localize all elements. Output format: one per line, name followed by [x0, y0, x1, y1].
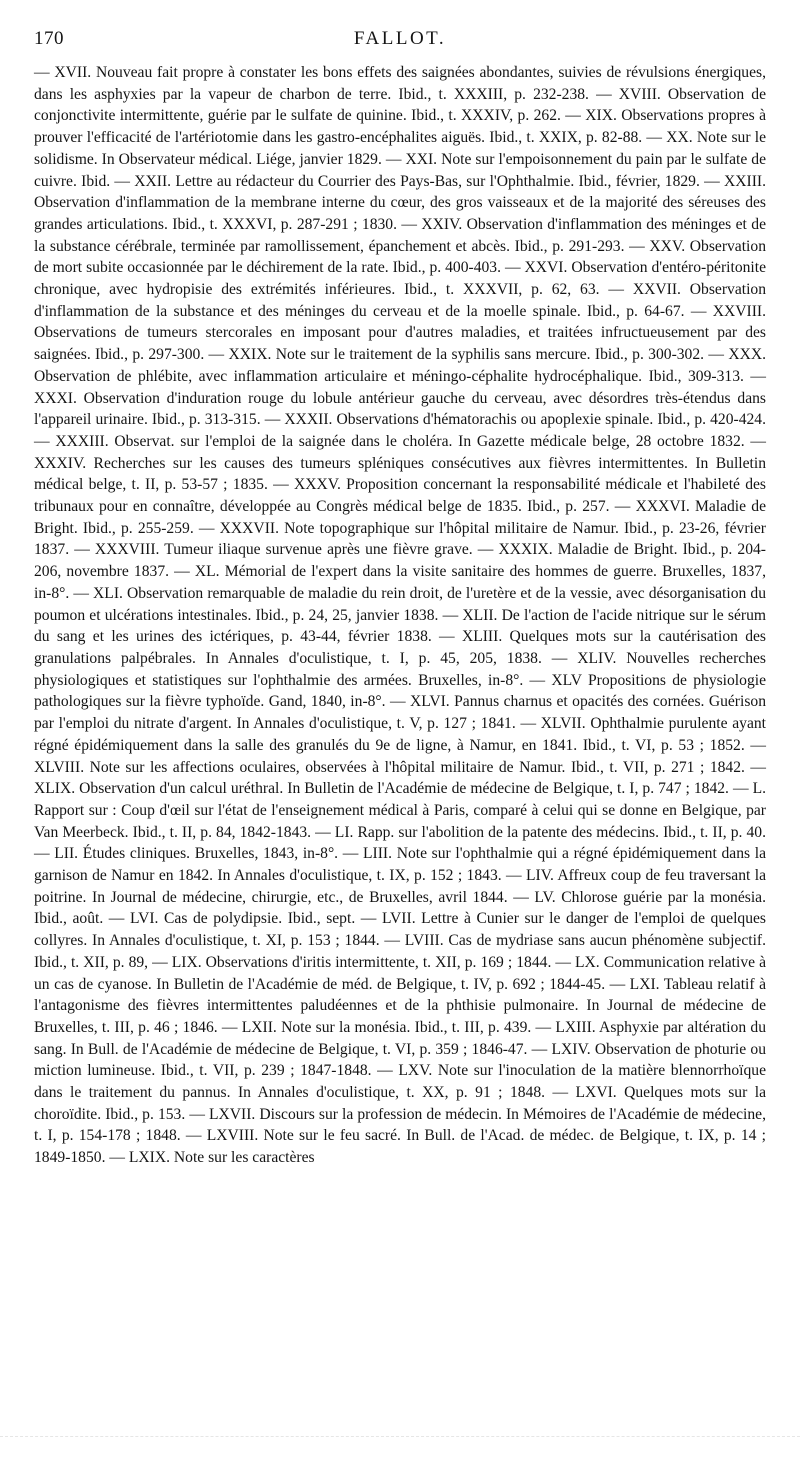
page-header: [34, 28, 766, 54]
bibliography-text: [34, 62, 766, 1169]
bibliography-paragraph: — XVII. Nouveau fait propre à constater les bons effets des saignées abondantes, suivies de révulsions énergiques, dans les asphyxies par la vapeur de charbon de terre. Ibid., t. XXXIII, p. 232-238. — XVIII. Observation de conjonctivite intermittente, guérie par le sulfate de quinine. Ibid., t. XXXIV, p. 262. — XIX. Observations propres à prouver l'efficacité de l'artériotomie dans les gastro-encéphalites aiguës. Ibid., t. XXIX, p. 82-88. — XX. Note sur le solidisme. In Observateur médical. Liége, janvier 1829. — XXI. Note sur l'empoisonnement du pain par le sulfate de cuivre. Ibid. — XXII. Lettre au rédacteur du Courrier des Pays-Bas, sur l'Ophthalmie. Ibid., février, 1829. — XXIII. Observation d'inflammation de la membrane interne du cœur, des gros vaisseaux et de la majorité des séreuses des grandes articulations. Ibid., t. XXXVI, p. 287-291 ; 1830. — XXIV. Observation d'inflammation des méninges et de la substance cérébrale, terminée par ramollissement, épanchement et abcès. Ibid., p. 291-293. — XXV. Observation de mort subite occasionnée par le déchirement de la rate. Ibid., p. 400-403. — XXVI. Observation d'entéro-péritonite chronique, avec hydropisie des extrémités inférieures. Ibid., t. XXXVII, p. 62, 63. — XXVII. Observation d'inflammation de la substance et des méninges du cerveau et de la moelle spinale. Ibid., p. 64-67. — XXVIII. Observations de tumeurs stercorales en imposant pour d'autres maladies, et traitées infructueusement par des saignées. Ibid., p. 297-300. — XXIX. Note sur le traitement de la syphilis sans mercure. Ibid., p. 300-302. — XXX. Observation de phlébite, avec inflammation articulaire et méningo-céphalite hydrocéphalique. Ibid., 309-313. — XXXI. Observation d'induration rouge du lobule antérieur gauche du cerveau, avec désordres très-étendus dans l'appareil urinaire. Ibid., p. 313-315. — XXXII. Observations d'hématorachis ou apoplexie spinale. Ibid., p. 420-424. — XXXIII. Observat. sur l'emploi de la saignée dans le choléra. In Gazette médicale belge, 28 octobre 1832. — XXXIV. Recherches sur les causes des tumeurs spléniques consécutives aux fièvres intermittentes. In Bulletin médical belge, t. II, p. 53-57 ; 1835. — XXXV. Proposition concernant la responsabilité médicale et l'habileté des tribunaux pour en connaître, développée au Congrès médical belge de 1835. Ibid., p. 257. — XXXVI. Maladie de Bright. Ibid., p. 255-259. — XXXVII. Note topographique sur l'hôpital militaire de Namur. Ibid., p. 23-26, février 1837. — XXXVIII. Tumeur iliaque survenue après une fièvre grave. — XXXIX. Maladie de Bright. Ibid., p. 204-206, novembre 1837. — XL. Mémorial de l'expert dans la visite sanitaire des hommes de guerre. Bruxelles, 1837, in-8°. — XLI. Observation remarquable de maladie du rein droit, de l'uretère et de la vessie, avec désorganisation du poumon et ulcérations intestinales. Ibid., p. 24, 25, janvier 1838. — XLII. De l'action de l'acide nitrique sur le sérum du sang et les urines des ictériques, p. 43-44, février 1838. — XLIII. Quelques mots sur la cautérisation des granulations palpébrales. In Annales d'oculistique, t. I, p. 45, 205, 1838. — XLIV. Nouvelles recherches physiologiques et statistiques sur l'ophthalmie des armées. Bruxelles, in-8°. — XLV Propositions de physiologie pathologiques sur la fièvre typhoïde. Gand, 1840, in-8°. — XLVI. Pannus charnus et opacités des cornées. Guérison par l'emploi du nitrate d'argent. In Annales d'oculistique, t. V, p. 127 ; 1841. — XLVII. Ophthalmie purulente ayant régné épidémiquement dans la salle des granulés du 9e de ligne, à Namur, en 1841. Ibid., t. VI, p. 53 ; 1852. — XLVIII. Note sur les affections oculaires, observées à l'hôpital militaire de Namur. Ibid., t. VII, p. 271 ; 1842. — XLIX. Observation d'un calcul uréthral. In Bulletin de l'Académie de médecine de Belgique, t. I, p. 747 ; 1842. — L. Rapport sur : Coup d'œil sur l'état de l'enseignement médical à Paris, comparé à celui qui se donne en Belgique, par Van Meerbeck. Ibid., t. II, p. 84, 1842-1843. — LI. Rapp. sur l'abolition de la patente des médecins. Ibid., t. II, p. 40. — LII. Études cliniques. Bruxelles, 1843, in-8°. — LIII. Note sur l'ophthalmie qui a régné épidémiquement dans la garnison de Namur en 1842. In Annales d'oculistique, t. IX, p. 152 ; 1843. — LIV. Affreux coup de feu traversant la poitrine. In Journal de médecine, chirurgie, etc., de Bruxelles, avril 1844. — LV. Chlorose guérie par la monésia. Ibid., août. — LVI. Cas de polydipsie. Ibid., sept. — LVII. Lettre à Cunier sur le danger de l'emploi de quelques collyres. In Annales d'oculistique, t. XI, p. 153 ; 1844. — LVIII. Cas de mydriase sans aucun phénomène subjectif. Ibid., t. XII, p. 89, — LIX. Observations d'iritis intermittente, t. XII, p. 169 ; 1844. — LX. Communication relative à un cas de cyanose. In Bulletin de l'Académie de méd. de Belgique, t. IV, p. 692 ; 1844-45. — LXI. Tableau relatif à l'antagonisme des fièvres intermittentes paludéennes et de la phthisie pulmonaire. In Journal de médecine de Bruxelles, t. III, p. 46 ; 1846. — LXII. Note sur la monésia. Ibid., t. III, p. 439. — LXIII. Asphyxie par altération du sang. In Bull. de l'Académie de médecine de Belgique, t. VI, p. 359 ; 1846-47. — LXIV. Observation de photurie ou miction lumineuse. Ibid., t. VII, p. 239 ; 1847-1848. — LXV. Note sur l'inoculation de la matière blennorrhoïque dans le traitement du pannus. In Annales d'oculistique, t. XX, p. 91 ; 1848. — LXVI. Quelques mots sur la choroïdite. Ibid., p. 153. — LXVII. Discours sur la profession de médecin. In Mémoires de l'Académie de médecine, t. I, p. 154-178 ; 1848. — LXVIII. Note sur le feu sacré. In Bull. de l'Acad. de médec. de Belgique, t. IX, p. 14 ; 1849-1850. — LXIX. Note sur les caractères: [34, 64, 766, 1167]
running-head: FALLOT.: [353, 28, 447, 49]
page-number: 170: [34, 28, 64, 49]
bottom-edge-line: [0, 1436, 800, 1437]
